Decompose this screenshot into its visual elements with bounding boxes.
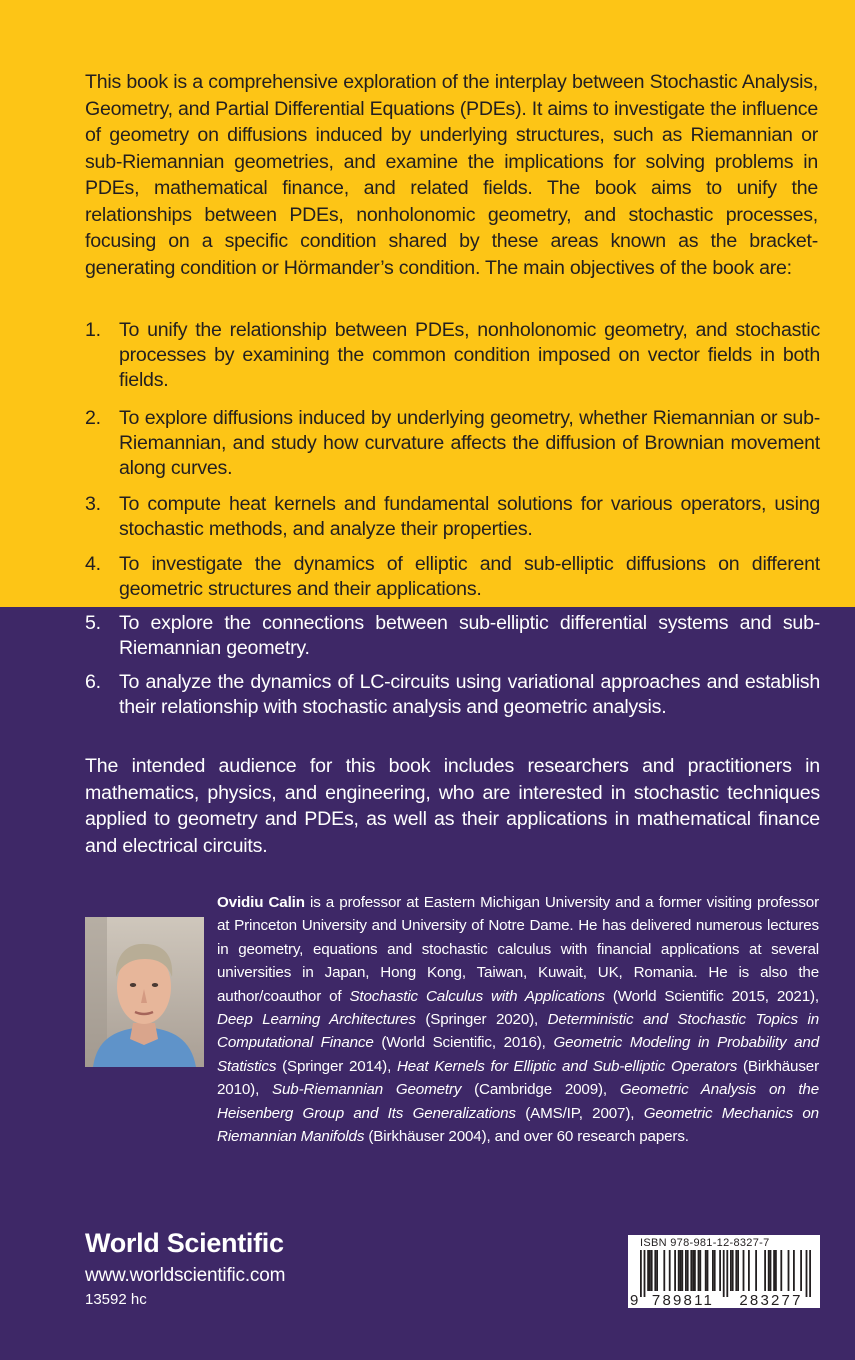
barcode-bar (663, 1250, 665, 1291)
author-portrait-icon (85, 917, 204, 1067)
objective-number: 3. (85, 493, 101, 515)
barcode-bar (681, 1250, 683, 1291)
product-code: 13592 hc (85, 1291, 147, 1308)
barcode-bar (768, 1250, 770, 1291)
objective-number: 5. (85, 612, 101, 634)
barcode-bar (692, 1250, 694, 1291)
barcode-bar (732, 1250, 734, 1291)
publisher-name: World Scientific (85, 1228, 284, 1258)
work-title: Geometric Mechanics on Riemannian Manifolds (217, 1104, 819, 1146)
work-detail: (World Scientific 2015, 2021), (604, 987, 819, 1005)
barcode-bar (647, 1250, 649, 1291)
barcode-bar (685, 1250, 687, 1291)
work-detail: (Cambridge 2009), (461, 1081, 620, 1099)
objective-number: 2. (85, 407, 101, 429)
publisher-url: www.worldscientific.com (85, 1265, 286, 1286)
isbn-label: ISBN 978-981-12-8327-7 (640, 1237, 770, 1249)
barcode-bar (726, 1250, 728, 1297)
barcode-bar (640, 1250, 642, 1297)
work-detail: (AMS/IP, 2007), (515, 1104, 644, 1122)
barcode-bar (775, 1250, 777, 1291)
work-title: Deterministic and Stochastic Topics in Computational Finance (217, 1011, 819, 1052)
work-title: Sub-Riemannian Geometry (272, 1081, 462, 1099)
objective-item-3 (85, 492, 820, 542)
barcode-bar (755, 1250, 757, 1291)
barcode-bar (737, 1250, 739, 1291)
barcode-bar (678, 1250, 680, 1291)
barcode-bar (674, 1250, 676, 1291)
barcode-bar (669, 1250, 671, 1291)
objective-item-4 (85, 552, 820, 602)
intro-paragraph: This book is a comprehensive exploration of the interplay between Stochastic Analysis, Geometry, and Partial Differential Equations (PDEs). It aims to investigate the influence of geometry on diffusions induced by underlying structures, such as Riemannian or sub-Riemannian geometries, and examine the implications for solving problems in PDEs, mathematical finance, and related fields. The book aims to unify the relationships between PDEs, nonholonomic geometry, and stochastic processes, focusing on a specific condition shared by these areas known as the bracket-generating condition or Hörmander’s condition. The main objectives of the book are: (85, 71, 818, 279)
isbn-barcode (628, 1235, 820, 1308)
barcode-right-group: 283277 (739, 1292, 803, 1308)
barcode-bar (707, 1250, 709, 1291)
barcode-bar (719, 1250, 721, 1291)
barcode-bar (651, 1250, 653, 1291)
objective-number: 1. (85, 319, 101, 341)
barcode-bar (723, 1250, 725, 1297)
work-detail: (Birkhäuser 2004), and over 60 research papers. (364, 1128, 689, 1146)
barcode-bar (687, 1250, 689, 1291)
objective-text: To unify the relationship between PDEs, nonholonomic geometry, and stochastic processes by examining the common condition imposed on vector fields in both fields. (119, 319, 820, 391)
barcode-bar (698, 1250, 700, 1291)
work-detail: (Birkhäuser 2010), (217, 1057, 819, 1099)
barcode-bar (770, 1250, 772, 1291)
barcode-bar (764, 1250, 766, 1291)
barcode-bar (800, 1250, 802, 1291)
barcode-bar (680, 1250, 682, 1291)
barcode-bar (788, 1250, 790, 1291)
work-title: Deep Learning Architectures (217, 1011, 416, 1029)
barcode-bar (656, 1250, 658, 1291)
objective-text: To investigate the dynamics of elliptic and sub-elliptic diffusions on different geometric structures and their applications. (119, 553, 820, 600)
barcode-bar (712, 1250, 714, 1291)
barcode-bar (699, 1250, 701, 1291)
work-title: Heat Kernels for Elliptic and Sub-elliptic Operators (396, 1057, 738, 1075)
barcode-bar (773, 1250, 775, 1291)
barcode-bar (793, 1250, 795, 1291)
barcode-bar (714, 1250, 716, 1291)
author-name: Ovidiu Calin (217, 894, 305, 911)
objective-text: To explore the connections between sub-elliptic differential systems and sub-Riemannian geometry. (119, 612, 820, 659)
barcode-bar (809, 1250, 811, 1297)
audience-paragraph: The intended audience for this book includes researchers and practitioners in mathematics, physics, and engineering, who are interested in stochastic techniques applied to geometry and PDEs, as well as their applications in mathematical finance and electrical circuits. (85, 755, 820, 857)
objective-number: 4. (85, 553, 101, 575)
author-bio (217, 891, 819, 1148)
objective-text: To compute heat kernels and fundamental solutions for various operators, using stochastic methods, and analyze their properties. (119, 493, 820, 540)
barcode-bar (644, 1250, 646, 1297)
objective-text: To explore diffusions induced by underlying geometry, whether Riemannian or sub-Riemannian, and study how curvature affects the diffusion of Brownian movement along curves. (119, 407, 820, 479)
objective-item-6 (85, 670, 820, 720)
work-detail: (World Scientific, 2016), (373, 1034, 554, 1052)
barcode-bar (705, 1250, 707, 1291)
work-title: Stochastic Calculus with Applications (349, 987, 605, 1005)
barcode-left-group: 789811 (651, 1292, 715, 1308)
barcode-bar (748, 1250, 750, 1291)
objective-number: 6. (85, 671, 101, 693)
barcode-bar (806, 1250, 808, 1297)
work-detail: (Springer 2020), (415, 1011, 548, 1029)
author-photo (85, 917, 204, 1067)
barcode-bar (730, 1250, 732, 1291)
barcode-bar (694, 1250, 696, 1291)
barcode-bar (735, 1250, 737, 1291)
objective-item-1 (85, 318, 820, 392)
bio-intro: is a professor at Eastern Michigan University and a former visiting professor at Princeton University and University of Notre Dame. He has delivered numerous lectures in geometry, equations and stochastic calculus with financial applications at several universities in Japan, Hong Kong, Taiwan, Kuwait, UK, Romania. He is also the author/coauthor of (217, 894, 819, 1005)
barcode-bar (743, 1250, 745, 1291)
barcode-bar (654, 1250, 656, 1291)
barcode-bar (780, 1250, 782, 1291)
work-title: Geometric Modeling in Probability and Statistics (217, 1034, 819, 1075)
objective-item-2 (85, 406, 820, 480)
barcode-lead-digit: 9 (630, 1292, 639, 1308)
barcode-bar (649, 1250, 651, 1291)
work-title: Geometric Analysis on the Heisenberg Group and Its Generalizations (217, 1081, 820, 1122)
barcode-bar (690, 1250, 692, 1291)
work-detail: (Springer 2014), (276, 1057, 397, 1075)
objective-text: To analyze the dynamics of LC-circuits using variational approaches and establish their relationship with stochastic analysis and geometric analysis. (119, 671, 820, 718)
objective-item-5 (85, 611, 820, 661)
